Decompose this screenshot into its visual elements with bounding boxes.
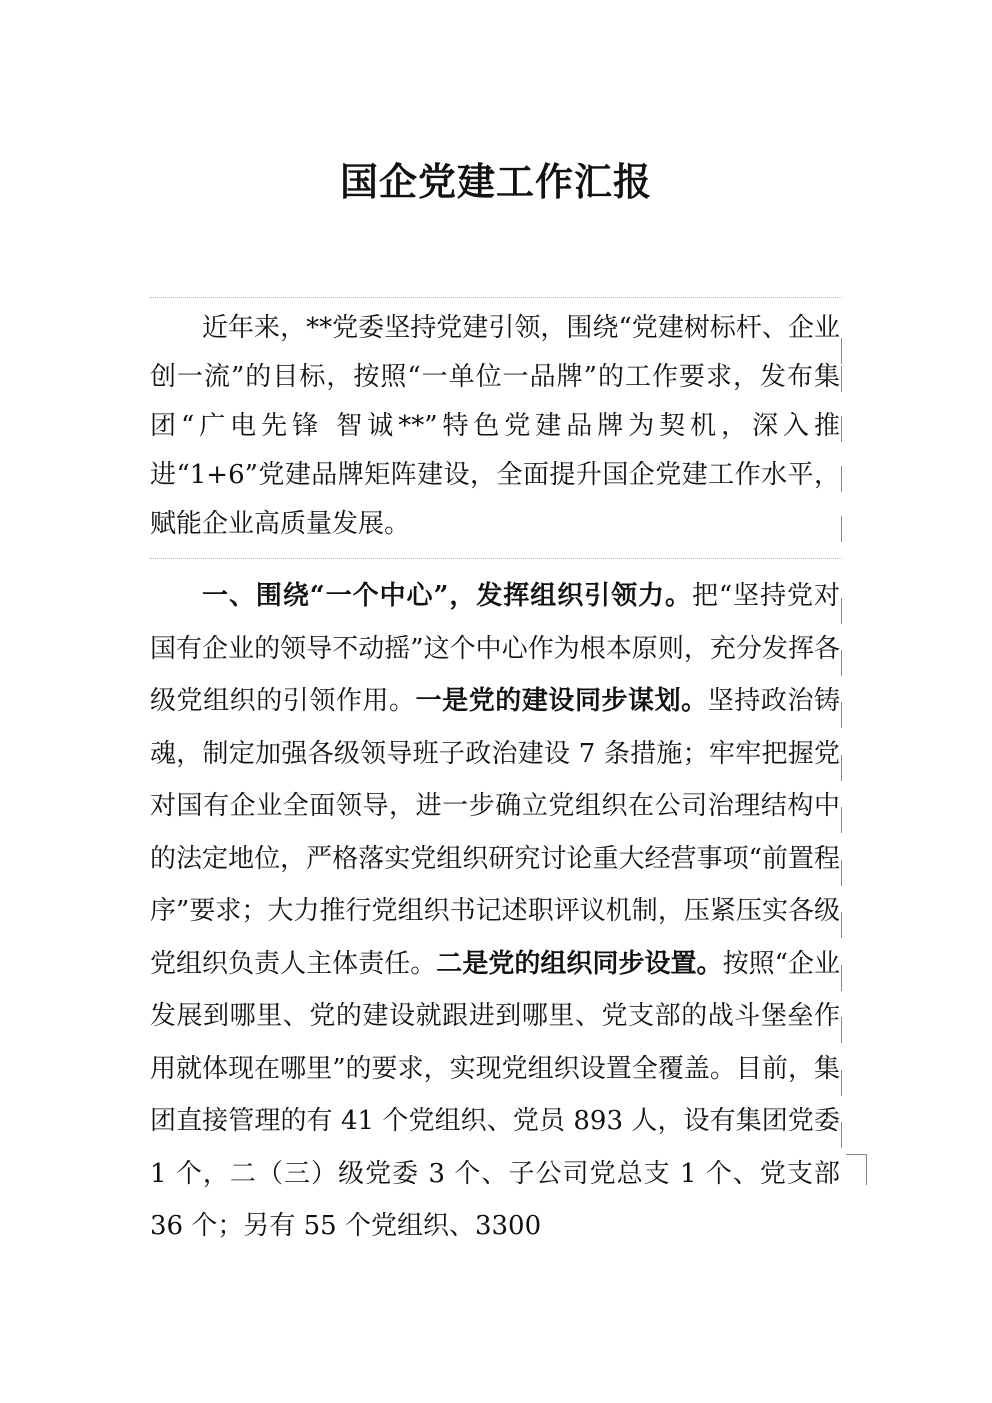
right-margin-marks bbox=[841, 300, 843, 1220]
point-1-text: 坚持政治铸魂，制定加强各级领导班子政治建设 7 条措施；牢牢把握党对国有企业全面领导，进一步确立党组织在公司治理结构中的法定地位，严格落实党组织研究讨论重大经营事项“前置程序”要求；大力推行党组织书记述职评议机制，压紧压实各级党组织负责人主体责任。 bbox=[150, 686, 840, 979]
section-1-heading: 一、围绕“一个中心”，发挥组织引领力。 bbox=[202, 581, 692, 611]
corner-mark bbox=[846, 1154, 867, 1185]
point-2-text: 按照“企业发展到哪里、党的建设就跟进到哪里、党支部的战斗堡垒作用就体现在哪里”的要求，实现党组织设置全覆盖。目前，集团直接管理的有 41 个党组织、党员 893 人，设有集团党委 1 个，二（三）级党委 3 个、子公司党总支 1 个、党支部 36 个；另有 55 个党组织、3300 bbox=[150, 948, 840, 1241]
document-title: 国企党建工作汇报 bbox=[339, 159, 652, 204]
intro-paragraph: 近年来，**党委坚持党建引领，围绕“党建树标杆、企业创一流”的目标，按照“一单位一品牌”的工作要求，发布集团“广电先锋 智诚**”特色党建品牌为契机，深入推进“1+6”党建品牌矩阵建设，全面提升国企党建工作水平，赋能企业高质量发展。 bbox=[150, 313, 840, 539]
section-1-paragraph bbox=[150, 570, 840, 1253]
section-1-text: 把“坚持党对国有企业的领导不动摇”这个中心作为根本原则，充分发挥各级党组织的引领作用。 bbox=[150, 581, 840, 716]
point-2-title: 二是党的组织同步设置。 bbox=[436, 948, 723, 979]
point-1-title: 一是党的建设同步谋划。 bbox=[415, 686, 708, 716]
